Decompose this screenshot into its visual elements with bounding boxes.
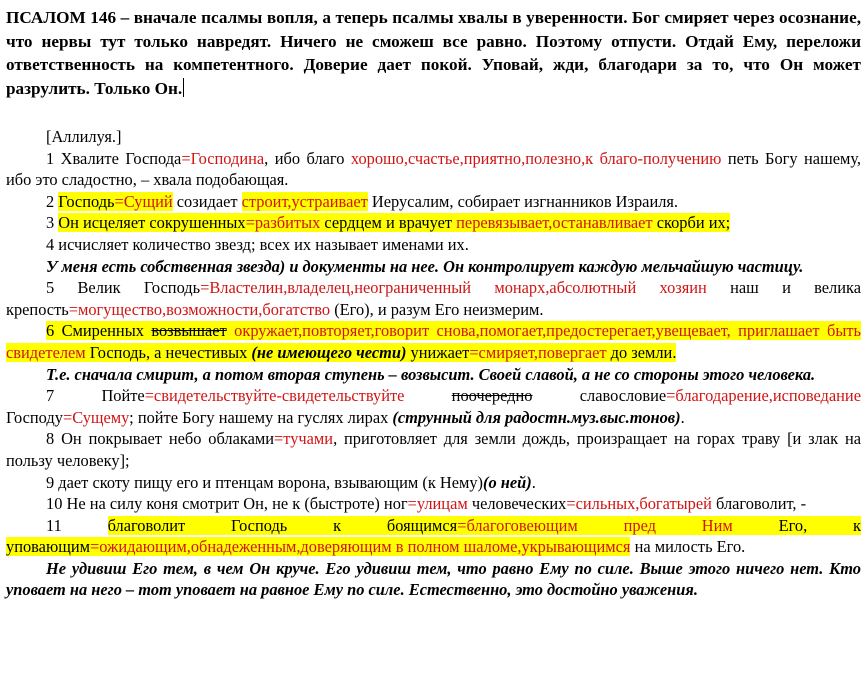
verse-9 (6, 472, 861, 494)
verse-6-text: Господь, а нечестивых (85, 342, 252, 362)
verse-2-gloss: =Сущий (114, 191, 173, 211)
verse-7-note: (струнный для радостн.муз.выс.тонов) (392, 407, 681, 427)
verse-7-struck: поочередно (451, 386, 533, 406)
verse-9-note: (о ней) (483, 472, 532, 492)
verse-5-text-2: наш и велика крепость (6, 278, 861, 319)
verse-6-text-2: унижает (406, 342, 470, 362)
verse-5-gloss: =Властелин,владелец,неограниченный монарх,абсолютный хозяин (200, 278, 707, 298)
commentary-2: Т.е. сначала смирит, а потом вторая ступень – возвысит. Своей славой, а не со стороны этого человека. (46, 364, 816, 384)
verse-2-highlight: Господь (58, 191, 115, 211)
verse-6 (6, 320, 861, 363)
verse-11-highlight: благоволит Господь к боящимся (107, 515, 458, 535)
verse-5-text-3: (Его), и разум Его неизмерим. (330, 299, 544, 319)
verse-7-end: . (680, 407, 685, 427)
verse-11-gloss: =благоговеющим пред Ним (457, 515, 733, 535)
verse-10-text-3: благоволит, - (711, 494, 807, 514)
verse-7-gloss-2: =благодарение,исповедание (666, 386, 861, 406)
verse-10-text: 10 Не на силу коня смотрит Он, не к (быстроте) ног (46, 494, 408, 514)
verse-2 (6, 191, 861, 213)
verse-9-text: 9 дает скоту пищу его и птенцам ворона, взывающим (к Нему) (46, 472, 484, 492)
verse-1-text-3: петь Богу нашему, ибо это сладостно, – хвала подобающая. (6, 148, 861, 190)
verse-10-gloss: =улицам (407, 494, 468, 514)
verse-7-gloss: =свидетельствуйте-свидетельствуйте (144, 386, 405, 406)
verse-2-num: 2 (46, 191, 59, 211)
verse-5 (6, 277, 861, 320)
verse-7-text-2: славословие (532, 386, 667, 406)
verse-10-gloss-2: =сильных,богатырей (566, 494, 712, 514)
verse-6-struck: возвышает (151, 321, 227, 341)
verse-3-highlight-2: сердцем и врачует (320, 213, 457, 233)
verse-6-num: 6 (46, 321, 62, 341)
verse-1-gloss: =Господина (181, 148, 265, 168)
verse-2-text-2: Иерусалим, собирает изгнанников Израиля. (367, 191, 679, 211)
psalm-header (6, 6, 861, 100)
verse-1-gloss-2: хорошо,счастье,приятно,полезно,к благо-получению (350, 148, 722, 168)
verse-11-text: на милость Его. (630, 537, 746, 557)
verse-11-highlight-2: Его, к уповающим (6, 515, 862, 557)
psalm-header-text: ПСАЛОМ 146 – вначале псалмы вопля, а теперь псалмы хвалы в уверенности. Бог смиряет через осознание, что нервы тут только навредят. Ничего не сможеш все равно. Поэтому отпусти. Отдай Ему, переложи ответственность на компетентного. Доверие дает покой. Уповай, жди, благодари за то, что Он может разрулить. Только Он. (6, 8, 861, 98)
verse-9-end: . (531, 472, 536, 492)
verse-3 (6, 212, 861, 234)
verse-3-gloss: =разбитых (245, 213, 321, 233)
verse-2-gloss-2: строит,устраивает (241, 191, 368, 211)
verse-6-note: (не имеющего чести) (251, 342, 407, 362)
commentary-1: У меня есть собственная звезда) и документы на нее. Он контролирует каждую мельчайшую частицу. (46, 256, 804, 276)
verse-10 (6, 493, 861, 515)
verse-10-text-2: человеческих (467, 494, 567, 514)
verse-2-text: созидает (172, 191, 242, 211)
verse-7-text: 7 Пойте (46, 386, 145, 406)
verse-8-text: 8 Он покрывает небо облаками (46, 429, 274, 449)
verse-5-gloss-2: =могущество,возможности,богатство (68, 299, 331, 319)
text-cursor (183, 78, 184, 97)
verse-7-text-4: ; пойте Богу нашему на гуслях лирах (129, 407, 393, 427)
verse-11-num: 11 (46, 515, 108, 535)
verse-7-gloss-3: =Сущему (62, 407, 130, 427)
verse-6-text-3: до земли. (606, 342, 677, 362)
verse-6-gloss: окружает,повторяет,говорит снова,помогает,предостерегает,увещевает, приглашает быть свидетелем (6, 321, 861, 362)
commentary-3: Не удивиш Его тем, в чем Он круче. Его удивиш тем, что равно Ему по силе. Выше этого ничего нет. Кто уповает на него – тот уповает на равное Ему по силе. Естественно, это достойно уважения. (6, 558, 861, 600)
verse-5-text: 5 Велик Господь (46, 278, 201, 298)
verse-6-gloss-2: =смиряет,повергает (469, 342, 607, 362)
verse-1-text-2: , ибо благо (264, 148, 351, 168)
verse-3-highlight-3: скорби их; (652, 213, 731, 233)
verse-8-text-2: , приготовляет для земли дождь, произращает на горах траву [и злак на пользу человеку]; (6, 429, 861, 470)
verse-6-highlight: Смиренных (61, 321, 144, 341)
verse-3-highlight: Он исцеляет сокрушенных (58, 213, 246, 233)
verse-8-gloss: =тучами (274, 429, 334, 449)
verse-1-text: 1 Хвалите Господа (46, 148, 182, 168)
verse-11 (6, 515, 861, 558)
alleluia-line: [Аллилуя.] (46, 127, 122, 146)
verse-11-gloss-2: =ожидающим,обнадеженным,доверяющим в полном шаломе,укрывающимся (89, 537, 631, 557)
verse-4: 4 исчисляет количество звезд; всех их называет именами их. (46, 234, 469, 254)
verse-7 (6, 385, 861, 428)
verse-7-text-3: Господу (6, 407, 63, 427)
verse-8 (6, 428, 861, 471)
verse-3-gloss-2: перевязывает,останавливает (456, 213, 653, 233)
verse-1 (6, 148, 861, 191)
verse-3-num: 3 (46, 213, 59, 233)
